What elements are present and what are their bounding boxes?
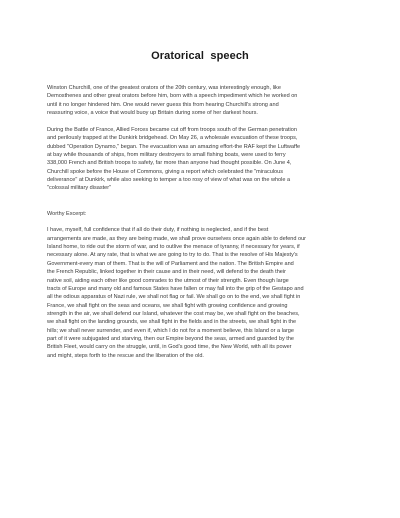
excerpt-paragraph xyxy=(47,226,355,360)
text-line: hills; we shall never surrender, and even if, which I do not for a moment believe, this Island or a large xyxy=(47,327,294,334)
document-title: Oratorical speech xyxy=(151,50,249,62)
text-line: Government-every man of them. That is the will of Parliament and the nation. The British Empire and xyxy=(47,260,294,267)
text-line: reassuring voice, a voice that would buoy up Britain during some of her darkest hours. xyxy=(47,110,258,117)
text-line: the French Republic, linked together in their cause and in their need, will defend to the death their xyxy=(47,269,286,276)
intro-paragraph xyxy=(47,84,355,117)
text-line: all the odious apparatus of Nazi rule, we shall not flag or fail. We shall go on to the end, we shall fight in xyxy=(47,294,301,301)
text-line: arrangements are made, as they are being made, we shall prove ourselves once again able to defend our xyxy=(47,235,307,242)
text-line: Demosthenes and other great orators before him, born with a speech impediment which he worked on xyxy=(47,93,298,100)
context-paragraph xyxy=(47,126,355,193)
text-line: tracts of Europe and many old and famous States have fallen or may fall into the grip of the Gestapo and xyxy=(47,285,304,292)
paragraph-spacer xyxy=(47,117,355,126)
text-line: native soil, aiding each other like good comrades to the utmost of their strength. Even though large xyxy=(47,277,289,284)
text-line: and perilously trapped at the Dunkirk bridgehead. On May 26, a wholesale evacuation of these troops, xyxy=(47,135,298,142)
text-line: until it no longer hindered him. One would never guess this from hearing Churchill's strong and xyxy=(47,101,279,108)
text-line: "colossal military disaster" xyxy=(47,185,112,192)
text-line: deliverance" at Dunkirk, while also seeking to temper a too rosy of view of what was on the whole a xyxy=(47,177,291,184)
text-line: Island home, to ride out the storm of war, and to outlive the menace of tyranny, if necessary for years, if xyxy=(47,244,300,251)
text-line: During the Battle of France, Allied Forces became cut off from troops south of the German penetration xyxy=(47,126,297,133)
text-line: Worthy Excerpt: xyxy=(47,210,87,217)
text-line: necessary alone. At any rate, that is what we are going to try to do. That is the resolve of His Majesty's xyxy=(47,252,298,259)
text-line: 338,000 French and British troops to safety, far more than anyone had thought possible. On June 4, xyxy=(47,160,292,167)
text-line: we shall fight on the landing grounds, we shall fight in the fields and in the streets, we shall fight in the xyxy=(47,319,297,326)
text-line: British Fleet, would carry on the struggle, until, in God's good time, the New World, with all its power xyxy=(47,344,292,351)
text-line: part of it were subjugated and starving, then our Empire beyond the seas, armed and guarded by the xyxy=(47,335,294,342)
text-line: and might, steps forth to the rescue and the liberation of the old. xyxy=(47,352,204,359)
paragraph-spacer xyxy=(47,193,355,210)
text-line: I have, myself, full confidence that if all do their duty, if nothing is neglected, and if the best xyxy=(47,227,269,234)
document-body xyxy=(47,84,355,360)
paragraph-spacer xyxy=(47,218,355,227)
text-line: at bay while thousands of ships, from military destroyers to small fishing boats, were used to ferry xyxy=(47,152,286,158)
text-line: strength in the air, we shall defend our Island, whatever the cost may be, we shall fight on the beaches, xyxy=(47,310,300,317)
text-line: Winston Churchill, one of the greatest orators of the 20th century, was interestingly enough, like xyxy=(47,85,281,91)
text-line: France, we shall fight on the seas and oceans, we shall fight with growing confidence and growing xyxy=(47,302,288,309)
text-line: Churchill spoke before the House of Commons, giving a report which celebrated the "miraculous xyxy=(47,168,283,175)
text-line: dubbed "Operation Dynamo," began. The evacuation was an amazing effort-the RAF kept the Luftwaffe xyxy=(47,143,301,150)
excerpt-heading xyxy=(47,210,355,218)
